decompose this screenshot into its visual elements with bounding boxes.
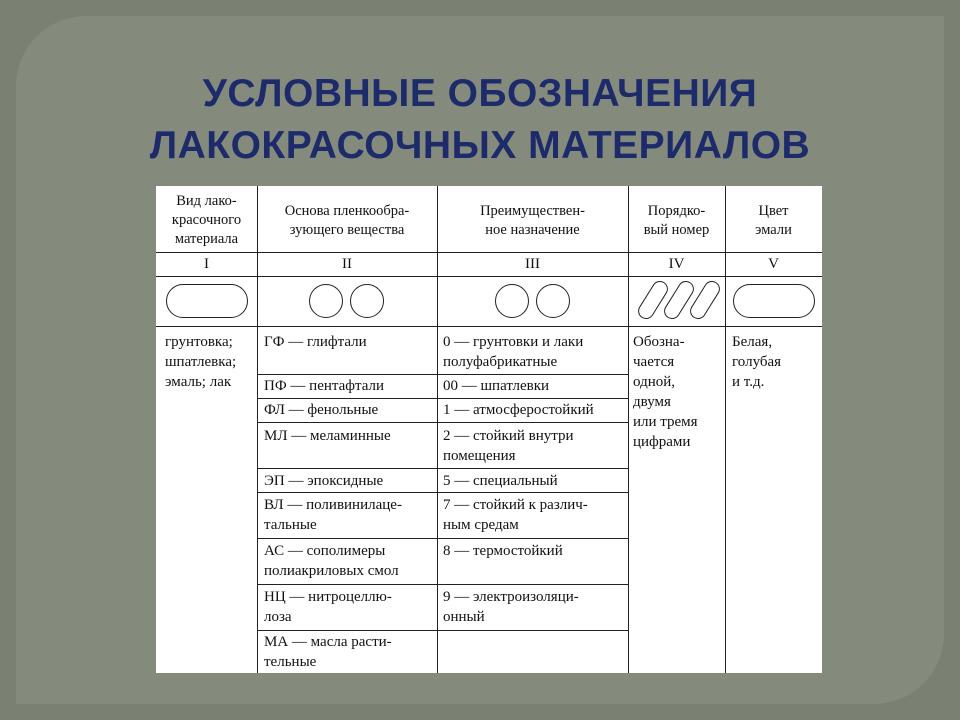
purpose-row — [443, 426, 627, 466]
numeral-divider — [156, 276, 822, 277]
numeral-v: V — [768, 256, 779, 272]
numeral-i: I — [204, 256, 209, 272]
numeral-ii: II — [342, 256, 352, 272]
number-desc-line: Обозна- — [633, 334, 685, 350]
row-divider — [257, 374, 628, 375]
title-line-2: ЛАКОКРАСОЧНЫХ МАТЕРИАЛОВ — [149, 124, 811, 167]
purpose-line: 00 — шпатлевки — [443, 378, 550, 394]
purpose-row — [443, 495, 627, 535]
header-type-line: Вид лако- — [176, 193, 237, 209]
purpose-row — [443, 471, 627, 491]
row-divider — [257, 468, 628, 469]
base-row — [264, 471, 436, 491]
row-divider — [257, 492, 628, 493]
number-desc-line: чается — [633, 354, 675, 370]
base-row — [264, 400, 436, 420]
base-line: ПФ — пентафтали — [264, 378, 385, 394]
base-line: МЛ — меламинные — [264, 428, 391, 444]
header-base — [257, 202, 437, 240]
base-line: лоза — [264, 609, 292, 625]
color-desc-line: голубая — [732, 354, 782, 370]
header-divider — [156, 252, 822, 253]
header-purpose-line: Преимуществен- — [480, 203, 585, 219]
header-base-line: Основа пленкообра- — [284, 203, 410, 219]
purpose-line: 0 — грунтовки и лаки — [443, 334, 584, 350]
header-purpose-line: ное назначение — [485, 222, 580, 238]
purpose-row — [443, 376, 627, 396]
purpose-line: 1 — атмосферостойкий — [443, 402, 594, 418]
number-description — [633, 332, 725, 452]
color-desc-line: и т.д. — [732, 374, 765, 390]
base-line: АС — сополимеры — [264, 543, 386, 559]
shape-divider — [156, 326, 822, 327]
material-type-line: грунтовка; — [165, 334, 233, 350]
header-number-line: вый номер — [643, 222, 710, 238]
purpose-row — [443, 541, 627, 561]
circle-shape — [536, 284, 570, 318]
base-row — [264, 332, 436, 352]
numeral-iv: IV — [668, 256, 685, 272]
number-desc-line: цифрами — [633, 434, 691, 450]
pill-shape — [166, 284, 248, 318]
purpose-line: 5 — специальный — [443, 473, 558, 489]
base-line: ЭП — эпоксидные — [264, 473, 384, 489]
purpose-row — [443, 587, 627, 627]
header-base-line: зующего вещества — [289, 222, 405, 238]
base-line: полиакриловых смол — [264, 563, 399, 579]
purpose-line: 7 — стойкий к различ- — [443, 497, 588, 513]
purpose-line: 9 — электроизоляци- — [443, 589, 579, 605]
base-line: МА — масла расти- — [264, 634, 392, 650]
base-line: НЦ — нитроцеллю- — [264, 589, 392, 605]
base-row — [264, 426, 436, 446]
material-type-line: эмаль; лак — [165, 374, 232, 390]
row-divider — [257, 630, 628, 631]
base-line: ВЛ — поливинилаце- — [264, 497, 402, 513]
base-row — [264, 587, 436, 627]
designations-table — [156, 186, 822, 673]
header-color-line: эмали — [755, 222, 792, 238]
purpose-line: 2 — стойкий внутри — [443, 428, 574, 444]
base-line: тельные — [264, 654, 317, 670]
material-types — [165, 332, 257, 392]
purpose-row — [443, 400, 627, 420]
pill-shape — [733, 284, 815, 318]
circle-shape — [495, 284, 529, 318]
header-color — [725, 202, 822, 240]
row-divider — [257, 398, 628, 399]
number-desc-line: одной, — [633, 374, 676, 390]
circle-shape — [309, 284, 343, 318]
header-type — [156, 192, 257, 249]
circle-shape — [350, 284, 384, 318]
base-row — [264, 632, 436, 672]
purpose-line: ным средам — [443, 517, 519, 533]
purpose-line: полуфабрикатные — [443, 354, 558, 370]
row-divider — [257, 584, 628, 585]
row-divider — [257, 538, 628, 539]
base-line: тальные — [264, 517, 317, 533]
slide-title — [0, 68, 960, 172]
purpose-line: онный — [443, 609, 485, 625]
base-row — [264, 541, 436, 581]
base-row — [264, 495, 436, 535]
header-type-line: материала — [174, 231, 239, 247]
title-line-1: УСЛОВНЫЕ ОБОЗНАЧЕНИЯ — [202, 72, 758, 115]
header-type-line: красочного — [171, 212, 242, 228]
base-line: ГФ — глифтали — [264, 334, 367, 350]
number-desc-line: или тремя — [633, 414, 698, 430]
material-type-line: шпатлевка; — [165, 354, 237, 370]
header-purpose — [437, 202, 628, 240]
purpose-line: помещения — [443, 448, 516, 464]
purpose-line: 8 — термостойкий — [443, 543, 563, 559]
header-color-line: Цвет — [758, 203, 789, 219]
number-desc-line: двумя — [633, 394, 671, 410]
color-desc-line: Белая, — [732, 334, 773, 350]
purpose-row — [443, 332, 627, 372]
base-row — [264, 376, 436, 396]
numeral-iii: III — [525, 256, 540, 272]
base-line: ФЛ — фенольные — [264, 402, 379, 418]
header-number-line: Порядко- — [647, 203, 706, 219]
row-divider — [257, 422, 628, 423]
color-description — [732, 332, 822, 392]
header-number — [628, 202, 725, 240]
